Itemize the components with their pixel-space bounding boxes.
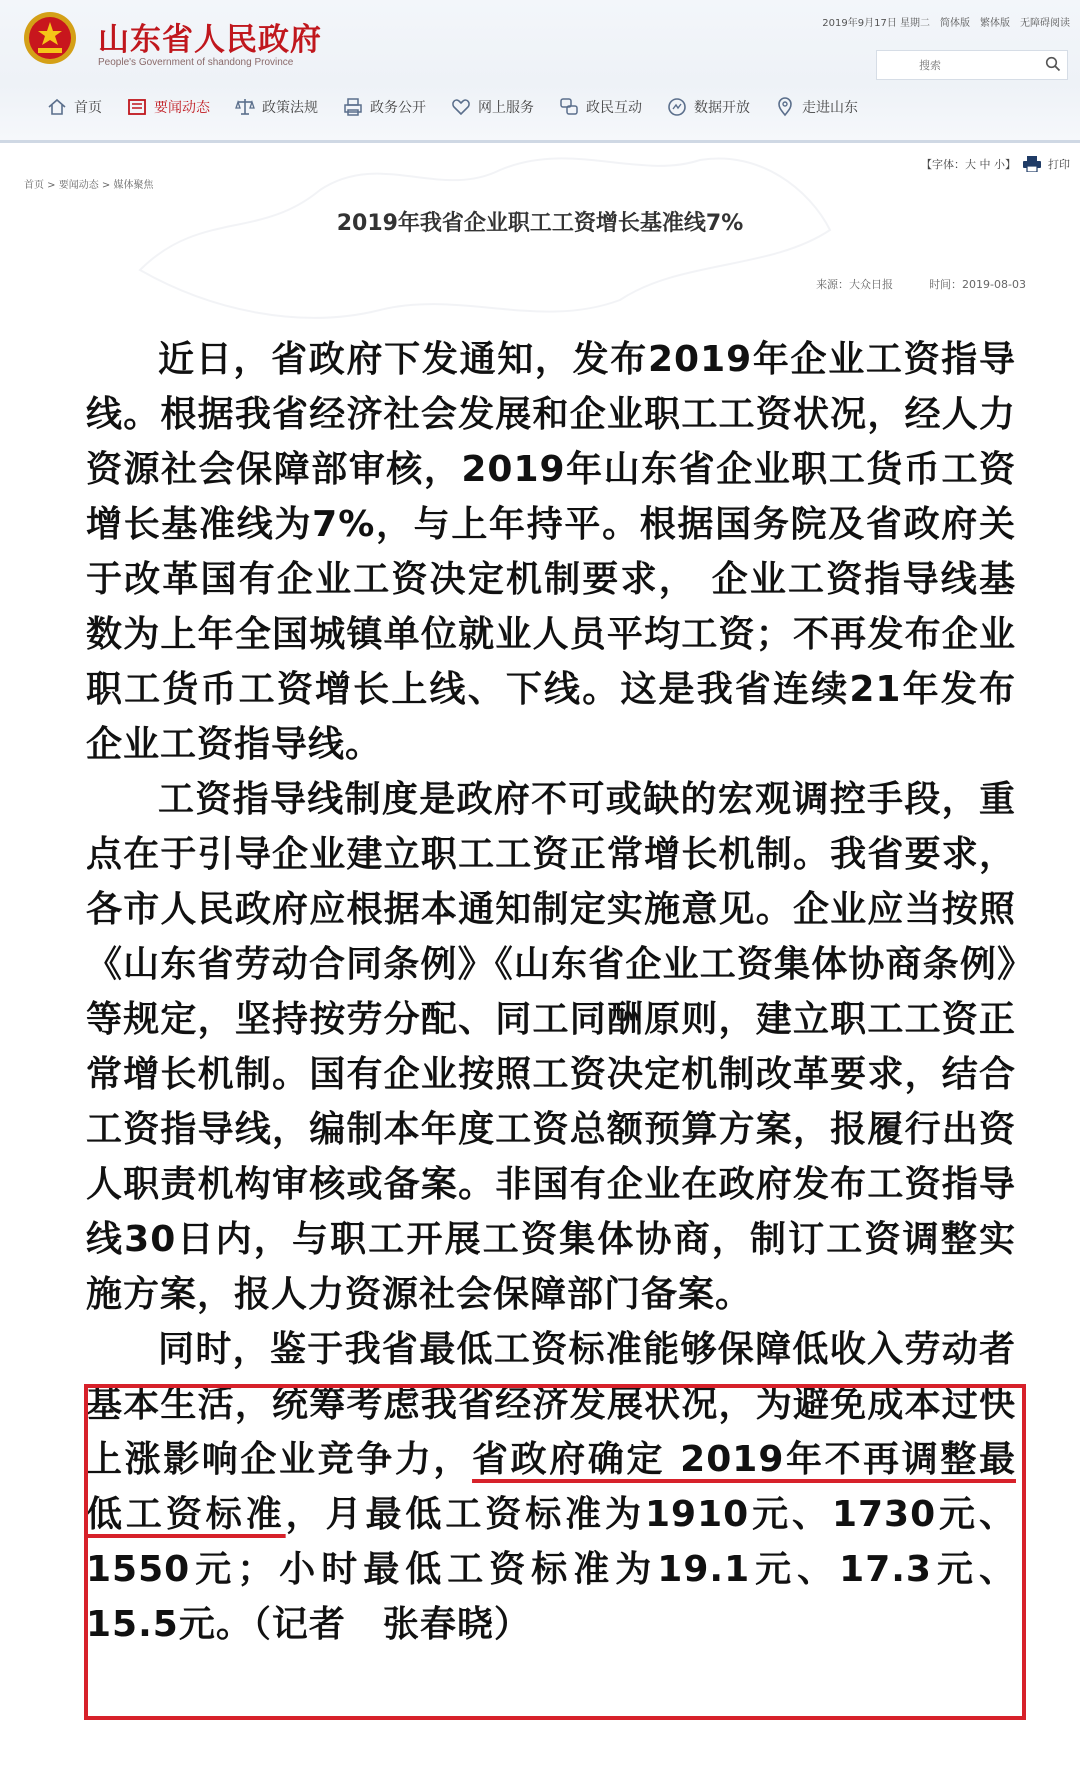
- search-icon[interactable]: [1045, 56, 1061, 72]
- nav-label: 网上服务: [478, 100, 534, 116]
- nav-open-affairs[interactable]: [342, 92, 426, 122]
- article-meta: [816, 276, 1026, 292]
- font-tools: [921, 156, 1070, 172]
- site-subtitle: People's Government of shandong Province: [98, 57, 294, 68]
- chat-icon: [558, 96, 580, 118]
- nav-interaction[interactable]: [558, 92, 642, 122]
- print-icon[interactable]: [1022, 156, 1042, 172]
- search-box: [876, 50, 1068, 80]
- heart-icon: [450, 96, 472, 118]
- print-link[interactable]: 打印: [1048, 158, 1070, 171]
- site-title[interactable]: 山东省人民政府: [98, 22, 322, 58]
- link-traditional[interactable]: 繁体版: [980, 18, 1010, 29]
- paragraph-3-intro: 同时，鉴于我省最低工资标准能够保障低收入劳动者基本生活，统筹考虑我省经济发展状况，为避免成本过快上涨影响企业竞争力，: [86, 1329, 1016, 1480]
- nav-home[interactable]: [46, 92, 102, 122]
- data-icon: [666, 96, 688, 118]
- location-icon: [774, 96, 796, 118]
- nav-label: 政策法规: [262, 100, 318, 116]
- font-size-selector[interactable]: 【字体：大 中 小】: [921, 158, 1016, 171]
- nav-label: 走进山东: [802, 100, 858, 116]
- nav-news[interactable]: [126, 92, 210, 122]
- article-title: 2019年我省企业职工工资增长基准线7%: [336, 211, 744, 236]
- printer-icon: [342, 96, 364, 118]
- paragraph-3-rest: ，月最低工资标准为1910元、1730元、1550元；小时最低工资标准为19.1元、17.3元、15.5元。（记者 张春晓）: [86, 1494, 1016, 1645]
- nav-label: 政民互动: [586, 100, 642, 116]
- scales-icon: [234, 96, 256, 118]
- article-time: 时间：2019-08-03: [929, 278, 1026, 291]
- link-simplified[interactable]: 简体版: [940, 18, 970, 29]
- nav-label: 首页: [74, 100, 102, 116]
- nav-label: 要闻动态: [154, 100, 210, 116]
- news-icon: [126, 96, 148, 118]
- nav-policy[interactable]: [234, 92, 318, 122]
- date-line: 2019年9月17日 星期二: [822, 18, 930, 29]
- highlighted-statement: 省政府确定 2019年不再调整最低工资标准: [86, 1439, 1016, 1535]
- nav-online-services[interactable]: [450, 92, 534, 122]
- nav-label: 数据开放: [694, 100, 750, 116]
- top-links: [822, 14, 1070, 29]
- nav-open-data[interactable]: [666, 92, 750, 122]
- link-accessibility[interactable]: 无障碍阅读: [1020, 18, 1070, 29]
- paragraph-1: 近日，省政府下发通知，发布2019年企业工资指导线。根据我省经济社会发展和企业职工工资状况，经人力资源社会保障部审核，2019年山东省企业职工货币工资增长基准线为7%，与上年持平。根据国务院及省政府关于改革国有企业工资决定机制要求， 企业工资指导线基数为上年全国城镇单位就业人员平均工资；不再发布企业职工货币工资增长上线、下线。这是我省连续21年发布企业工资指导线。: [86, 339, 1016, 765]
- home-icon: [46, 96, 68, 118]
- nav-shandong[interactable]: [774, 92, 858, 122]
- article-source: 来源：大众日报: [816, 278, 894, 291]
- highlight-box: [84, 1384, 1026, 1720]
- main-nav: [46, 92, 882, 122]
- nav-label: 政务公开: [370, 100, 426, 116]
- national-emblem-icon[interactable]: [22, 10, 78, 66]
- paragraph-2: 工资指导线制度是政府不可或缺的宏观调控手段，重点在于引导企业建立职工工资正常增长机制。我省要求，各市人民政府应根据本通知制定实施意见。企业应当按照《山东省劳动合同条例》《山东省企业工资集体协商条例》等规定，坚持按劳分配、同工同酬原则，建立职工工资正常增长机制。国有企业按照工资决定机制改革要求，结合工资指导线，编制本年度工资总额预算方案，报履行出资人职责机构审核或备案。非国有企业在政府发布工资指导线30日内，与职工开展工资集体协商，制订工资调整实施方案，报人力资源社会保障部门备案。: [86, 779, 1016, 1315]
- breadcrumb[interactable]: 首页 > 要闻动态 > 媒体聚焦: [24, 180, 154, 191]
